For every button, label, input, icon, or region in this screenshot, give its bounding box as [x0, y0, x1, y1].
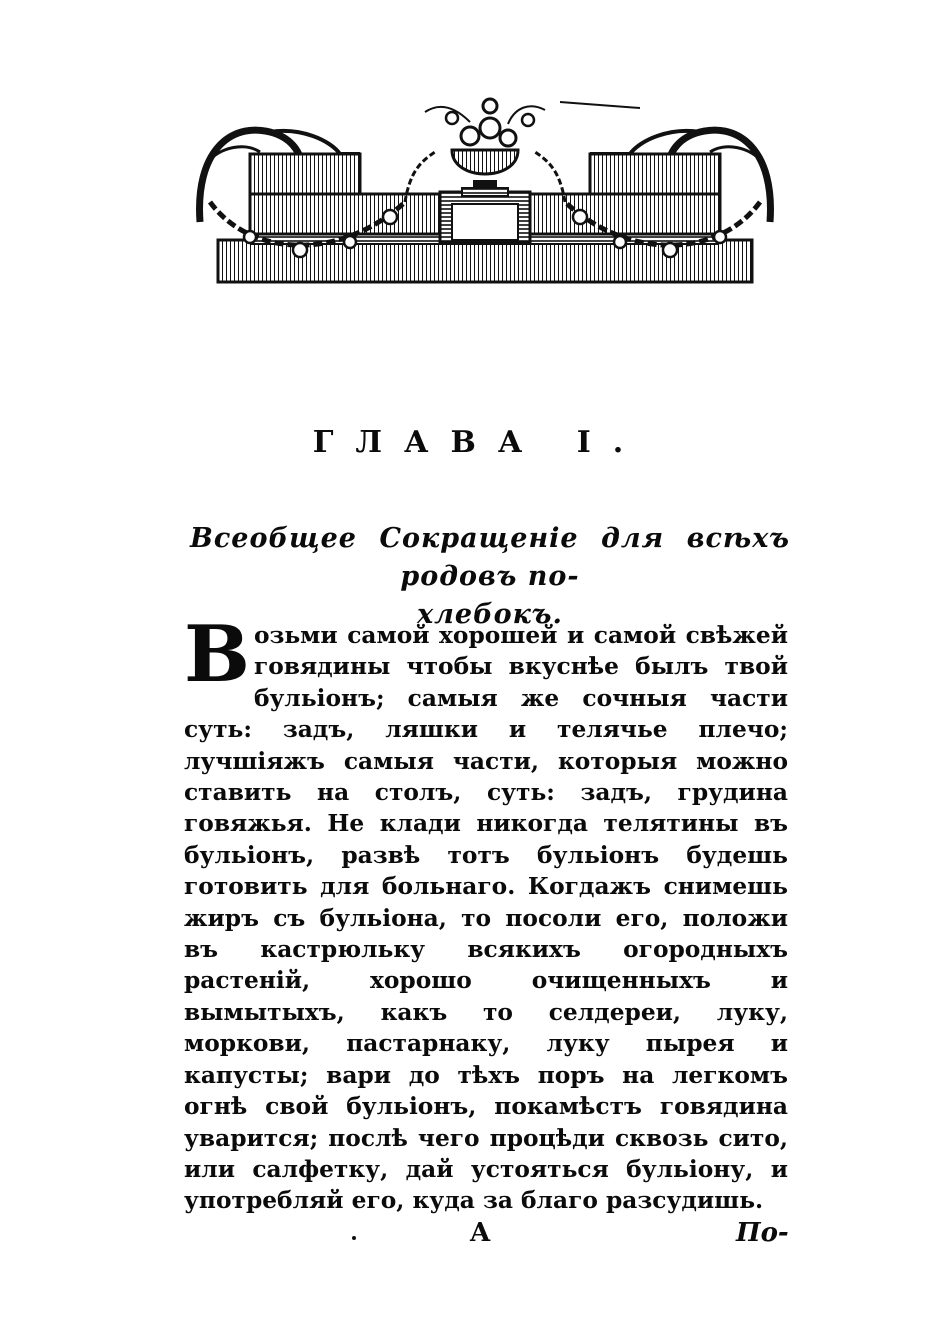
chapter-subtitle: [190, 520, 790, 634]
urn-garland-headpiece-icon: [190, 92, 780, 292]
subtitle-line-2: хлебокъ.: [417, 599, 563, 630]
signature-mark: A: [470, 1218, 491, 1248]
drop-cap-initial: В: [184, 609, 250, 700]
subtitle-line-1: Всеобщее Сокращеніе для всѣхъ родовъ по-: [190, 523, 790, 592]
chapter-title: ГЛАВА I.: [312, 425, 646, 460]
catchword: По-: [736, 1218, 789, 1248]
ink-speck: [352, 1236, 356, 1240]
body-text: озьми самой хорошей и самой свѣжей говядины чтобы вкуснѣе былъ твой бульіонъ; самыя же сочныя части суть: задъ, ляшки и телячье плечо; лучшіяжъ самыя части, которыя можно ставить на столъ, суть: задъ, грудина говяжья. Не клади никогда телятины въ бульіонъ, развѣ тотъ бульіонъ будешь готовить для больнаго. Когдажъ снимешь жиръ съ бульіона, то посоли его, положи въ кастрюльку всякихъ огородныхъ растеній, хорошо очищенныхъ и вымытыхъ, какъ то селдереи, луку, моркови, пастарнаку, луку пырея и капусты; вари до тѣхъ поръ на легкомъ огнѣ свой бульіонъ, покамѣстъ говядина уварится; послѣ чего процѣди сквозь сито, или салфетку, дай устояться бульіону, и употребляй его, куда за благо разсудишь.: [184, 622, 788, 1215]
